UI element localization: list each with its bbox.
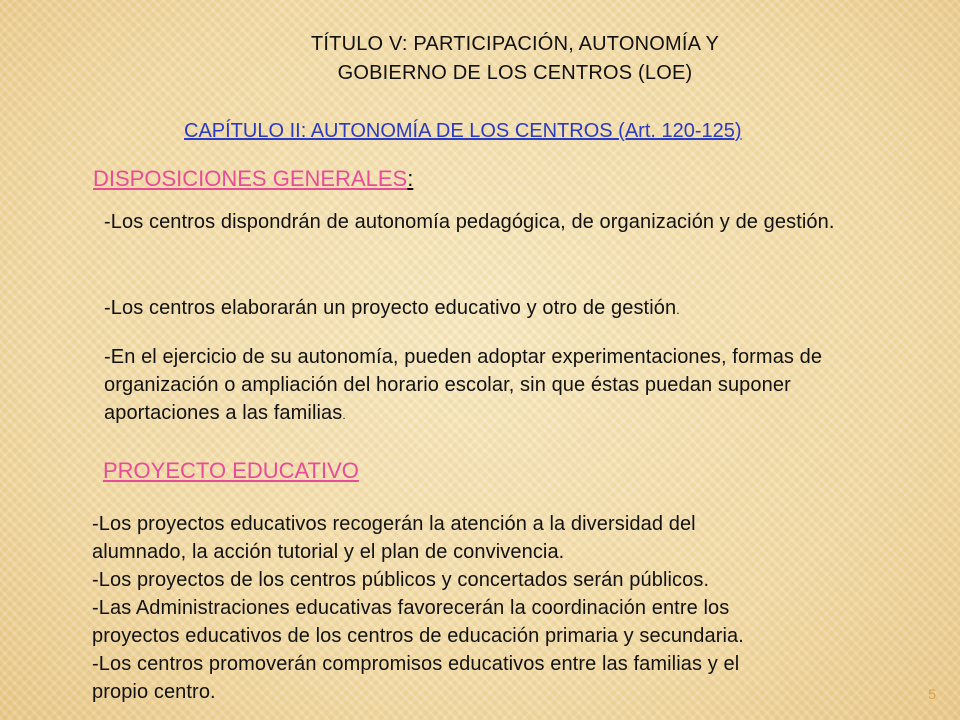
proyecto-line: -Los proyectos de los centros públicos y concertados serán públicos. (92, 569, 710, 591)
period-mark: . (676, 303, 680, 317)
proyecto-educativo-link[interactable]: PROYECTO EDUCATIVO (103, 458, 359, 483)
proyecto-line: propio centro. (92, 681, 216, 703)
title-line-2: GOBIERNO DE LOS CENTROS (LOE) (337, 62, 693, 84)
title-line-1: TÍTULO V: PARTICIPACIÓN, AUTONOMÍA Y (310, 33, 720, 55)
disposicion-item-3 (104, 343, 894, 429)
proyecto-line: -Las Administraciones educativas favorecerán la coordinación entre los (92, 597, 730, 619)
proyecto-list (92, 510, 882, 706)
disposicion-item-3-text: -En el ejercicio de su autonomía, pueden adoptar experimentaciones, formas de organización o ampliación del horario escolar, sin que éstas puedan suponer aportaciones a las familias (104, 346, 823, 424)
chapter-link[interactable]: CAPÍTULO II: AUTONOMÍA DE LOS CENTROS (Art. 120-125) (184, 120, 742, 142)
slide-title (200, 30, 830, 88)
proyecto-line: alumnado, la acción tutorial y el plan de convivencia. (92, 541, 565, 563)
proyecto-line: -Los centros promoverán compromisos educativos entre las familias y el (92, 653, 740, 675)
disposicion-item-2-text: -Los centros elaborarán un proyecto educativo y otro de gestión (104, 297, 677, 319)
proyecto-heading (103, 458, 359, 484)
disposiciones-generales-link[interactable]: DISPOSICIONES GENERALES (93, 166, 408, 191)
proyecto-line: -Los proyectos educativos recogerán la atención a la diversidad del (92, 513, 696, 535)
disposicion-item-1: -Los centros dispondrán de autonomía pedagógica, de organización y de gestión. (104, 211, 835, 233)
proyecto-line: proyectos educativos de los centros de educación primaria y secundaria. (92, 625, 744, 647)
period-mark: . (342, 408, 346, 422)
page-number: 5 (928, 686, 936, 702)
disposiciones-heading (93, 166, 413, 192)
disposicion-item-2 (104, 294, 894, 324)
heading-colon: : (407, 166, 414, 191)
